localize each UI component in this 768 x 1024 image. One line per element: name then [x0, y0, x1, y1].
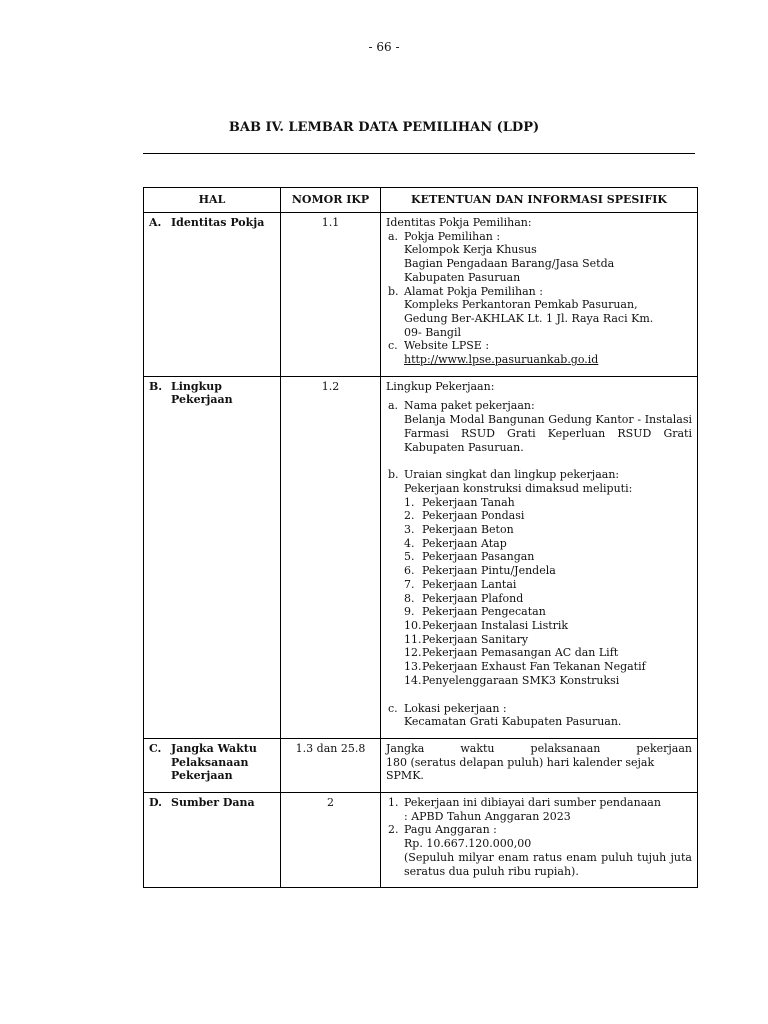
pagu-amount: Rp. 10.667.120.000,00	[404, 837, 532, 851]
list-item: 13. Pekerjaan Exhaust Fan Tekanan Negatif	[404, 660, 646, 674]
jangka-waktu-line3: SPMK.	[386, 769, 424, 783]
sub-item-uraian: b. Uraian singkat dan lingkup pekerjaan: Pekerjaan konstruksi dimaksud meliputi: 1. Pekerjaan Tanah 2. Pekerjaan Pondasi 3. Pekerjaan Beton 4. Pekerjaan Atap 5. Pekerjaan Pasangan 6. Pekerjaan Pintu/Jendela 7. Pekerjaan Lantai 8. Pekerjaan Plafond 9. Pekerjaan Pengecatan 10. Pekerjaan Instalasi Listrik 11. Pekerjaan Sanitary 12. Pekerjaan Pemasangan AC dan Lift 13. Pekerjaan Exhaust Fan Tekanan Negatif 14. Penyelenggaraan SMK3 Konstruksi	[388, 468, 692, 687]
nomor-ikp-cell: 2	[281, 793, 381, 888]
intro-text: Lingkup Pekerjaan:	[386, 379, 495, 393]
lpse-website-link[interactable]: http://www.lpse.pasuruankab.go.id	[404, 353, 599, 367]
list-item: 10. Pekerjaan Instalasi Listrik	[404, 618, 569, 632]
intro-text: Identitas Pokja Pemilihan:	[386, 216, 532, 229]
table-row-jangka-waktu	[144, 738, 698, 792]
list-item: 8. Pekerjaan Plafond	[404, 591, 524, 605]
title-divider	[143, 153, 695, 154]
jangka-waktu-line1: Jangka waktu pelaksanaan pekerjaan	[386, 741, 692, 755]
work-list	[404, 496, 692, 688]
jangka-waktu-line2: 180 (seratus delapan puluh) hari kalender sejak	[386, 755, 655, 769]
list-item: 14. Penyelenggaraan SMK3 Konstruksi	[404, 673, 620, 687]
chapter-title: BAB IV. LEMBAR DATA PEMILIHAN (LDP)	[228, 120, 540, 135]
row-letter: A.	[149, 216, 162, 229]
ketentuan-cell	[381, 793, 698, 888]
header-ketentuan: KETENTUAN DAN INFORMASI SPESIFIK	[381, 188, 698, 213]
sub-item-sumber-pendanaan: 1. Pekerjaan ini dibiayai dari sumber pendanaan : APBD Tahun Anggaran 2023	[388, 796, 661, 823]
list-item: 5. Pekerjaan Pasangan	[404, 550, 535, 564]
ketentuan-cell	[381, 738, 698, 792]
sub-item-pagu-anggaran: 2. Pagu Anggaran : Rp. 10.667.120.000,00 (Sepuluh milyar enam ratus enam puluh tujuh juta seratus dua puluh ribu rupiah).	[388, 823, 692, 878]
row-letter: B.	[149, 379, 163, 393]
sub-item-lokasi: c. Lokasi pekerjaan : Kecamatan Grati Kabupaten Pasuruan.	[388, 702, 692, 729]
list-item: 11. Pekerjaan Sanitary	[404, 632, 529, 646]
ldp-table	[143, 187, 698, 888]
ketentuan-cell	[381, 213, 698, 377]
hal-cell: B. Lingkup Pekerjaan	[144, 376, 281, 738]
header-hal: HAL	[144, 188, 281, 213]
list-item: 12. Pekerjaan Pemasangan AC dan Lift	[404, 646, 619, 660]
table-header-row	[144, 188, 698, 213]
hal-label: Lingkup	[171, 379, 222, 393]
hal-cell: C. Jangka Waktu Pelaksanaan Pekerjaan	[144, 738, 281, 792]
table-row-lingkup-pekerjaan	[144, 376, 698, 738]
list-item: 1. Pekerjaan Tanah	[404, 495, 515, 509]
list-item: 2. Pekerjaan Pondasi	[404, 509, 525, 523]
list-item: 4. Pekerjaan Atap	[404, 536, 507, 550]
list-item: 7. Pekerjaan Lantai	[404, 577, 517, 591]
sub-item-website: c. Website LPSE : http://www.lpse.pasuruankab.go.id	[388, 339, 692, 366]
ketentuan-cell	[381, 376, 698, 738]
list-item: 3. Pekerjaan Beton	[404, 523, 514, 537]
hal-label: Identitas Pokja	[171, 216, 265, 229]
header-nomor-ikp: NOMOR IKP	[281, 188, 381, 213]
row-letter: C.	[149, 741, 162, 755]
table-row-identitas-pokja	[144, 213, 698, 377]
nomor-ikp-cell: 1.1	[281, 213, 381, 377]
nomor-ikp-cell: 1.3 dan 25.8	[281, 738, 381, 792]
hal-cell	[144, 213, 281, 377]
hal-label: Jangka Waktu	[171, 741, 257, 755]
page-number: - 66 -	[368, 40, 400, 54]
hal-label: Sumber Dana	[171, 796, 255, 810]
sub-item-nama-paket: a. Nama paket pekerjaan: Belanja Modal Bangunan Gedung Kantor - Instalasi Farmasi RSUD Grati Keperluan RSUD Grati Kabupaten Pasuruan.	[388, 399, 692, 454]
nama-paket-text: Belanja Modal Bangunan Gedung Kantor - Instalasi Farmasi RSUD Grati Keperluan RSUD Grati Kabupaten Pasuruan.	[404, 413, 692, 454]
lokasi-text: Kecamatan Grati Kabupaten Pasuruan.	[404, 715, 622, 729]
pagu-words: (Sepuluh milyar enam ratus enam puluh tujuh juta seratus dua puluh ribu rupiah).	[404, 850, 692, 878]
list-item: 9. Pekerjaan Pengecatan	[404, 605, 546, 619]
sub-item-alamat: b. Alamat Pokja Pemilihan : Kompleks Perkantoran Pemkab Pasuruan, Gedung Ber-AKHLAK Lt. 1 Jl. Raya Raci Km. 09- Bangil	[388, 284, 654, 339]
sub-item-pokja: a. Pokja Pemilihan : Kelompok Kerja Khusus Bagian Pengadaan Barang/Jasa Setda Kabupaten Pasuruan	[388, 229, 615, 284]
nomor-ikp-cell: 1.2	[281, 376, 381, 738]
row-letter: D.	[149, 796, 162, 810]
hal-cell	[144, 793, 281, 888]
list-item: 6. Pekerjaan Pintu/Jendela	[404, 564, 556, 578]
table-row-sumber-dana	[144, 793, 698, 888]
